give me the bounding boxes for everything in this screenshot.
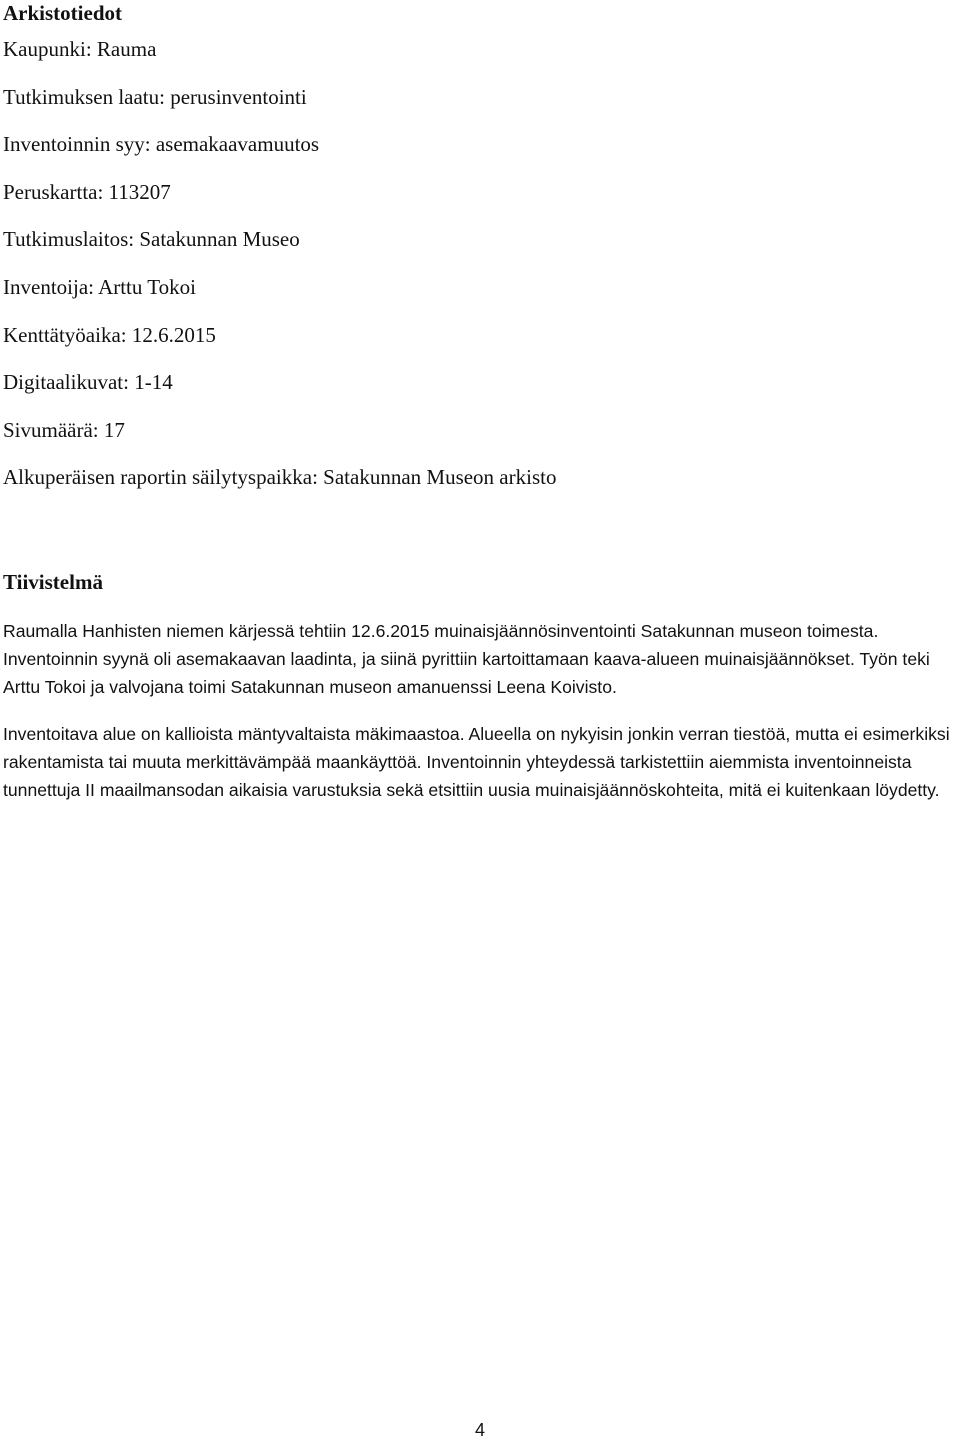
field-research-type: Tutkimuksen laatu: perusinventointi bbox=[3, 84, 307, 109]
page-number: 4 bbox=[474, 1420, 485, 1440]
field-base-map: Peruskartta: 113207 bbox=[3, 179, 171, 204]
summary-paragraph-1: Raumalla Hanhisten niemen kärjessä tehtiin 12.6.2015 muinaisjäännösinventointi Satakunnan museon toimesta. Inventoinnin syynä oli asemakaavan laadinta, ja siinä pyrittiin kartoittamaan kaava-alueen muinaisjäännökset. Työn teki Arttu Tokoi ja valvojana toimi Satakunnan museon amanuenssi Leena Koivisto. bbox=[3, 621, 930, 697]
field-digital-images: Digitaalikuvat: 1-14 bbox=[3, 370, 173, 395]
field-city: Kaupunki: Rauma bbox=[3, 37, 157, 61]
summary-heading: Tiivistelmä bbox=[3, 570, 103, 594]
archive-info-heading: Arkistotiedot bbox=[3, 1, 122, 25]
field-inventor: Inventoija: Arttu Tokoi bbox=[3, 274, 196, 299]
field-page-count: Sivumäärä: 17 bbox=[3, 417, 125, 442]
summary-paragraph-2: Inventoitava alue on kallioista mäntyvaltaista mäkimaastoa. Alueella on nykyisin jonkin verran tiestöä, mutta ei esimerkiksi rakentamista tai muuta merkittävämpää maankäyttöä. Inventoinnin yhteydessä tarkistettiin aiemmista inventoinneista tunnettuja II maailmansodan aikaisia varustuksia sekä etsittiin uusia muinaisjäännöskohteita, mitä ei kuitenkaan löydetty. bbox=[3, 724, 950, 800]
field-inventory-reason: Inventoinnin syy: asemakaavamuutos bbox=[3, 132, 320, 157]
archive-info-section bbox=[3, 0, 953, 502]
field-fieldwork-date: Kenttätyöaika: 12.6.2015 bbox=[3, 322, 216, 347]
field-institution: Tutkimuslaitos: Satakunnan Museo bbox=[3, 227, 300, 252]
field-storage-location: Alkuperäisen raportin säilytyspaikka: Satakunnan Museon arkisto bbox=[3, 465, 557, 490]
summary-section bbox=[3, 617, 958, 804]
